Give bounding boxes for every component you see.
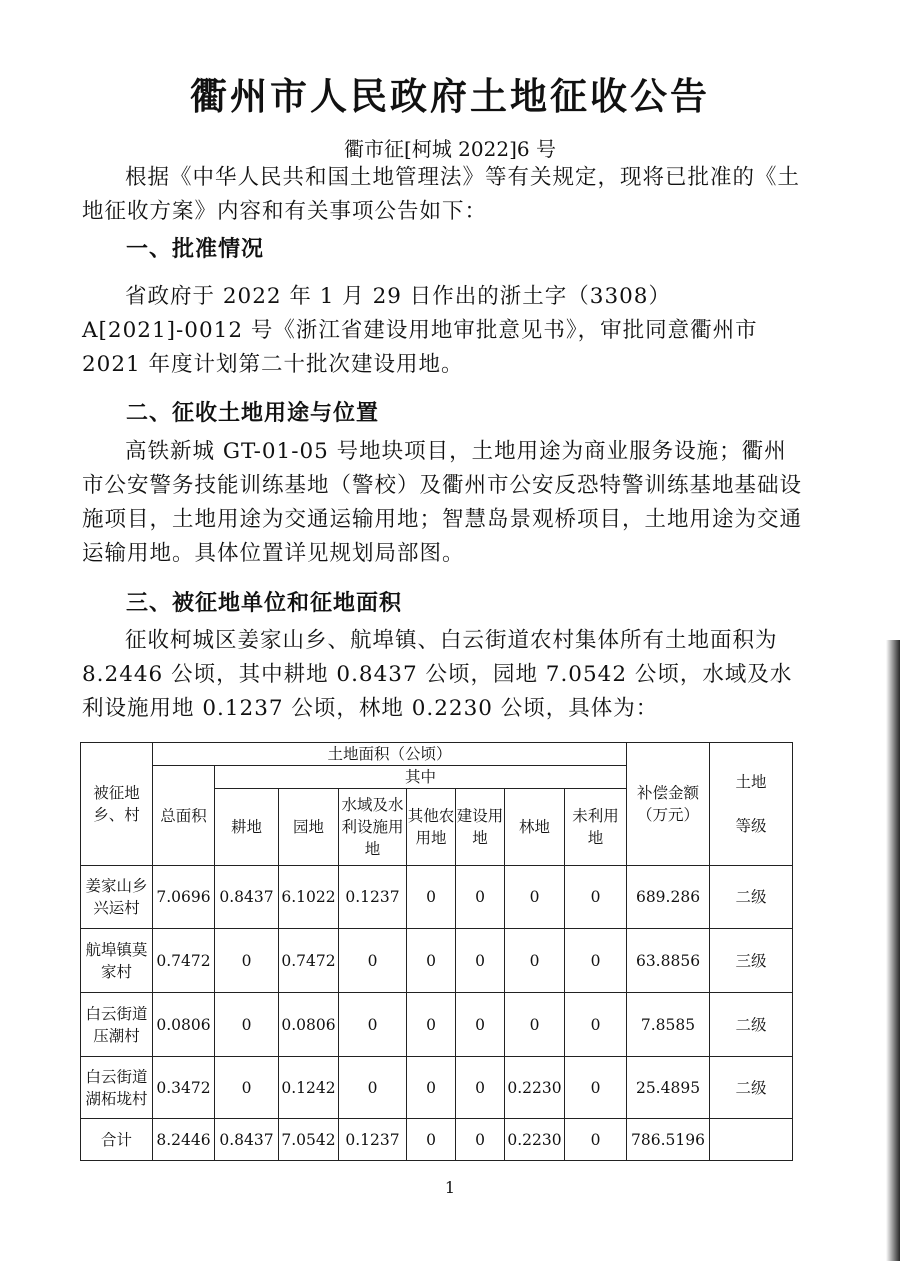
row-cell: 0 [215,929,279,993]
header-sub-col: 园地 [279,789,339,866]
row-unit: 姜家山乡兴运村 [81,866,153,929]
row-grade [710,1119,793,1161]
table-row [81,929,793,993]
section-text-approval: 省政府于 2022 年 1 月 29 日作出的浙土字（3308）A[2021]-0012 号《浙江省建设用地审批意见书》，审批同意衢州市 2021 年度计划第二十批次建设用地。 [82,284,758,377]
row-cell: 0 [407,929,456,993]
row-grade: 三级 [710,929,793,993]
row-cell: 0 [407,993,456,1057]
header-sub-col: 建设用地 [456,789,505,866]
header-sub-col: 林地 [505,789,565,866]
row-unit: 白云街道湖柘垅村 [81,1057,153,1119]
row-total: 0.3472 [153,1057,215,1119]
row-cell: 0 [407,1119,456,1161]
row-cell: 0 [505,993,565,1057]
row-cell: 0 [215,993,279,1057]
row-cell: 0 [565,993,627,1057]
scan-edge-shadow [886,640,900,1261]
row-cell: 0 [456,1057,505,1119]
row-cell: 0.8437 [215,866,279,929]
row-cell: 0 [456,993,505,1057]
row-cell: 0 [339,993,407,1057]
row-cell: 0.7472 [279,929,339,993]
row-grade: 二级 [710,1057,793,1119]
row-cell: 0 [407,866,456,929]
row-unit: 航埠镇莫家村 [81,929,153,993]
row-cell: 0 [565,1119,627,1161]
row-cell: 0 [339,1057,407,1119]
row-total: 0.7472 [153,929,215,993]
row-cell: 0 [565,929,627,993]
land-acquisition-table [80,742,793,1161]
row-cell: 0 [456,929,505,993]
header-unit: 被征地乡、村 [81,743,153,866]
row-cell: 0.1242 [279,1057,339,1119]
header-grade [710,743,793,866]
row-cell: 0 [505,929,565,993]
row-compensation: 786.5196 [627,1119,710,1161]
row-total: 8.2446 [153,1119,215,1161]
row-cell: 0.2230 [505,1057,565,1119]
table-row-total [81,1119,793,1161]
header-total: 总面积 [153,766,215,866]
intro-paragraph: 根据《中华人民共和国土地管理法》等有关规定，现将已批准的《土地征收方案》内容和有关事项公告如下： [82,165,801,224]
row-cell: 0 [505,866,565,929]
header-compensation: 补偿金额（万元） [627,743,710,866]
row-cell: 0.2230 [505,1119,565,1161]
section-text-units-area: 征收柯城区姜家山乡、航埠镇、白云街道农村集体所有土地面积为 8.2446 公顷，其中耕地 0.8437 公顷，园地 7.0542 公顷，水域及水利设施用地 0.1237 公顷，林地 0.2230 公顷，具体为： [82,628,793,721]
row-cell: 0.8437 [215,1119,279,1161]
row-compensation: 689.286 [627,866,710,929]
row-cell: 0 [456,1119,505,1161]
header-sub-col: 其他农用地 [407,789,456,866]
document-number: 衢市征[柯城 2022]6 号 [344,137,556,161]
section-heading-units-area: 三、被征地单位和征地面积 [126,591,403,616]
row-cell: 0 [565,866,627,929]
section-heading-usage-location: 二、征收土地用途与位置 [126,401,380,426]
header-sub-col: 水域及水利设施用地 [339,789,407,866]
row-cell: 0.1237 [339,1119,407,1161]
row-unit: 白云街道压潮村 [81,993,153,1057]
table-row [81,1057,793,1119]
row-cell: 0.0806 [279,993,339,1057]
row-cell: 6.1022 [279,866,339,929]
row-cell: 0 [215,1057,279,1119]
header-grade-line2: 等级 [735,817,767,835]
row-compensation: 63.8856 [627,929,710,993]
row-total: 7.0696 [153,866,215,929]
row-cell: 7.0542 [279,1119,339,1161]
header-grade-line1: 土地 [735,773,767,791]
row-cell: 0 [407,1057,456,1119]
row-compensation: 7.8585 [627,993,710,1057]
row-compensation: 25.4895 [627,1057,710,1119]
section-text-usage-location: 高铁新城 GT-01-05 号地块项目，土地用途为商业服务设施；衢州市公安警务技能训练基地（警校）及衢州市公安反恐特警训练基地基础设施项目，土地用途为交通运输用地；智慧岛景观桥项目，土地用途为交通运输用地。具体位置详见规划局部图。 [82,439,803,566]
row-grade: 二级 [710,866,793,929]
row-total: 0.0806 [153,993,215,1057]
document-title: 衢州市人民政府土地征收公告 [190,74,710,118]
row-cell: 0 [456,866,505,929]
row-unit: 合计 [81,1119,153,1161]
row-cell: 0 [565,1057,627,1119]
header-sub-col: 耕地 [215,789,279,866]
row-grade: 二级 [710,993,793,1057]
row-cell: 0.1237 [339,866,407,929]
table-row [81,866,793,929]
row-cell: 0 [339,929,407,993]
header-sub-col: 未利用地 [565,789,627,866]
section-heading-approval: 一、批准情况 [126,237,265,262]
header-of-which: 其中 [215,766,627,789]
table-row [81,993,793,1057]
page-number: 1 [444,1178,456,1197]
header-area-group: 土地面积（公顷） [153,743,627,766]
